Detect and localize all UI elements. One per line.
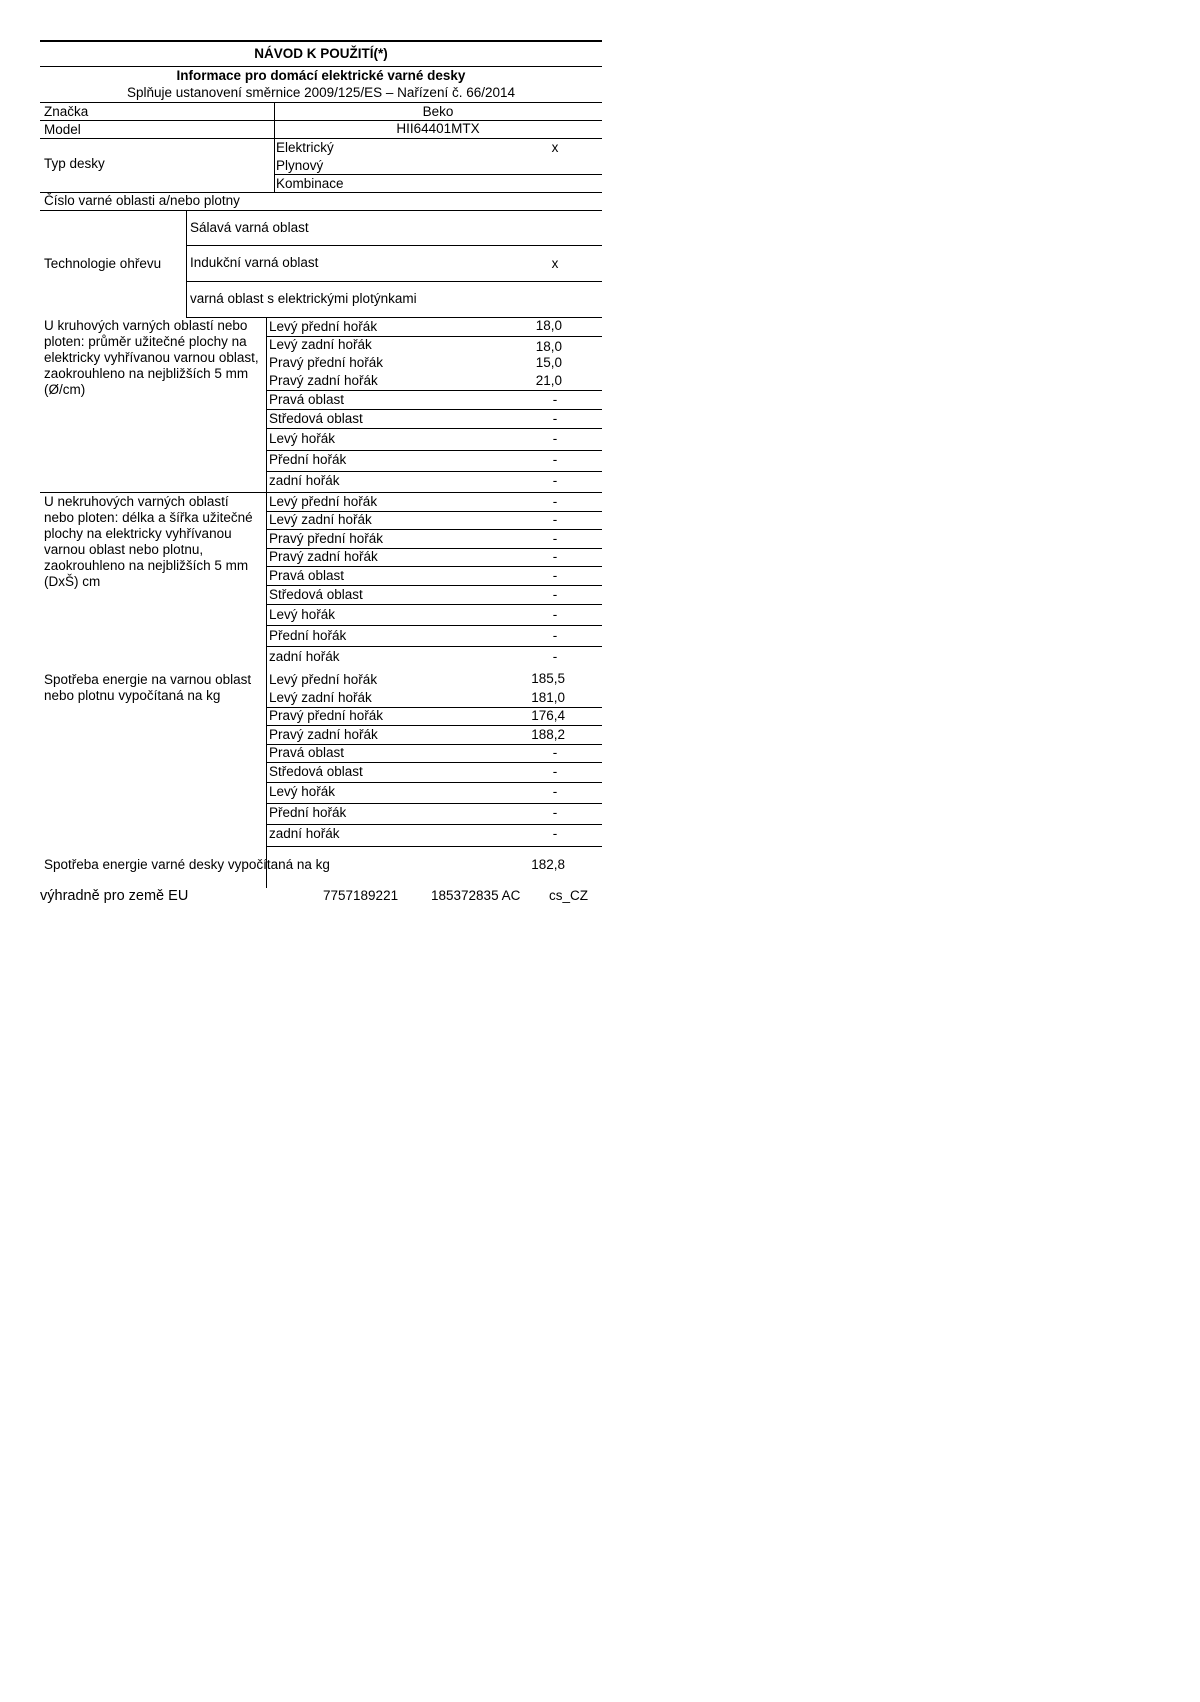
zone-value: 21,0	[535, 373, 562, 388]
zone-value: -	[552, 494, 558, 509]
zone-value: -	[552, 392, 558, 407]
zone-value: -	[552, 411, 558, 426]
brand-value: Beko	[422, 104, 454, 119]
rule	[266, 450, 602, 451]
zone-value: 185,5	[531, 671, 565, 686]
zone-value: -	[552, 473, 558, 488]
zone-value: -	[552, 805, 558, 820]
rule	[266, 585, 602, 586]
circular-zones-label: U kruhových varných oblastí nebo ploten: průměr užitečné plochy na elektricky vyhřívanou varnou oblast, zaokrouhleno na nejbližších 5 mm (Ø/cm)	[44, 318, 259, 397]
zone-value: 176,4	[531, 708, 565, 723]
rule	[266, 646, 602, 647]
heating-option: Indukční varná oblast	[190, 255, 319, 270]
document-subtitle: Informace pro domácí elektrické varné desky	[176, 68, 466, 83]
zone-label: Přední hořák	[269, 452, 347, 467]
zone-value: -	[552, 587, 558, 602]
rule	[266, 529, 602, 530]
zone-label: Levý přední hořák	[269, 672, 378, 687]
footer-region: výhradně pro země EU	[40, 888, 189, 904]
rule	[266, 824, 602, 825]
rule	[266, 762, 602, 763]
zone-value: -	[552, 549, 558, 564]
rule	[266, 604, 602, 605]
zone-value: -	[552, 649, 558, 664]
column-divider	[186, 211, 187, 317]
zone-label: zadní hořák	[269, 473, 340, 488]
zone-label: zadní hořák	[269, 649, 340, 664]
zone-label: Levý hořák	[269, 431, 336, 446]
hob-type-option: Elektrický	[276, 140, 334, 155]
zone-value: -	[552, 512, 558, 527]
rule	[266, 409, 602, 410]
zone-label: Pravý přední hořák	[269, 708, 384, 723]
zone-value: -	[552, 568, 558, 583]
zone-value: -	[552, 607, 558, 622]
zone-label: Pravý přední hořák	[269, 355, 384, 370]
zone-value: 18,0	[535, 339, 562, 354]
zone-label: Levý hořák	[269, 607, 336, 622]
zone-value: -	[552, 431, 558, 446]
zone-label: Přední hořák	[269, 805, 347, 820]
column-divider	[274, 103, 275, 192]
zone-value: 188,2	[531, 727, 565, 742]
zone-label: Levý hořák	[269, 784, 336, 799]
heating-option: Sálavá varná oblast	[190, 220, 309, 235]
footer-code: 7757189221	[323, 888, 399, 903]
energy-total-value: 182,8	[531, 857, 565, 872]
hob-type-option: Kombinace	[276, 176, 344, 191]
footer-locale: cs_CZ	[549, 888, 589, 903]
zone-value: -	[552, 452, 558, 467]
rule	[266, 725, 602, 726]
rule	[40, 40, 602, 42]
rule	[186, 281, 602, 282]
rule	[40, 138, 602, 139]
zone-label: Pravá oblast	[269, 745, 345, 760]
rule	[40, 492, 602, 493]
zone-label: Pravý přední hořák	[269, 531, 384, 546]
rule	[266, 566, 602, 567]
energy-label-document	[40, 40, 602, 920]
rule	[266, 803, 602, 804]
rule	[266, 625, 602, 626]
zone-label: zadní hořák	[269, 826, 340, 841]
zone-value: 18,0	[535, 318, 562, 333]
zone-label: Pravý zadní hořák	[269, 373, 378, 388]
heating-option: varná oblast s elektrickými plotýnkami	[190, 291, 417, 306]
hob-type-option: Plynový	[276, 158, 324, 173]
zone-label: Levý přední hořák	[269, 494, 378, 509]
hob-type-mark: x	[551, 140, 559, 155]
zone-label: Levý přední hořák	[269, 319, 378, 334]
zone-value: 181,0	[531, 690, 565, 705]
energy-total-label: Spotřeba energie varné desky vypočítaná na kg	[44, 857, 330, 872]
zone-label: Pravý zadní hořák	[269, 727, 378, 742]
rule	[274, 174, 602, 175]
directive-text: Splňuje ustanovení směrnice 2009/125/ES – Nařízení č. 66/2014	[127, 85, 515, 100]
zone-value: -	[552, 531, 558, 546]
zones-label: Číslo varné oblasti a/nebo plotny	[44, 193, 240, 208]
hob-type-label: Typ desky	[44, 156, 105, 171]
zone-value: -	[552, 784, 558, 799]
zone-label: Pravá oblast	[269, 392, 345, 407]
rule	[266, 428, 602, 429]
zone-label: Pravá oblast	[269, 568, 345, 583]
zone-label: Levý zadní hořák	[269, 337, 372, 352]
heating-mark: x	[551, 256, 559, 271]
zone-label: Přední hořák	[269, 628, 347, 643]
zone-label: Středová oblast	[269, 764, 363, 779]
rule	[266, 390, 602, 391]
zone-label: Pravý zadní hořák	[269, 549, 378, 564]
rule	[186, 245, 602, 246]
footer-code: 185372835 AC	[431, 888, 521, 903]
model-value: HII64401MTX	[396, 121, 480, 136]
zone-value: 15,0	[535, 355, 562, 370]
model-label: Model	[44, 122, 81, 137]
rule	[40, 66, 602, 67]
zone-label: Středová oblast	[269, 587, 363, 602]
rule	[40, 210, 602, 211]
rule	[40, 102, 602, 103]
brand-label: Značka	[44, 104, 89, 119]
zone-value: -	[552, 826, 558, 841]
rule	[266, 471, 602, 472]
heating-label: Technologie ohřevu	[44, 256, 162, 271]
document-title: NÁVOD K POUŽITÍ(*)	[254, 46, 388, 61]
energy-zone-label: Spotřeba energie na varnou oblast nebo plotnu vypočítaná na kg	[44, 672, 252, 703]
zone-label: Středová oblast	[269, 411, 363, 426]
zone-label: Levý zadní hořák	[269, 512, 372, 527]
zone-value: -	[552, 745, 558, 760]
noncircular-zones-label: U nekruhových varných oblastí nebo ploten: délka a šířka užitečné plochy na elektricky vyhřívanou varnou oblast nebo plotnu, zaokrouhleno na nejbližších 5 mm (DxŠ) cm	[44, 494, 253, 589]
rule	[266, 846, 602, 847]
zone-value: -	[552, 628, 558, 643]
zone-value: -	[552, 764, 558, 779]
rule	[266, 782, 602, 783]
zone-label: Levý zadní hořák	[269, 690, 372, 705]
